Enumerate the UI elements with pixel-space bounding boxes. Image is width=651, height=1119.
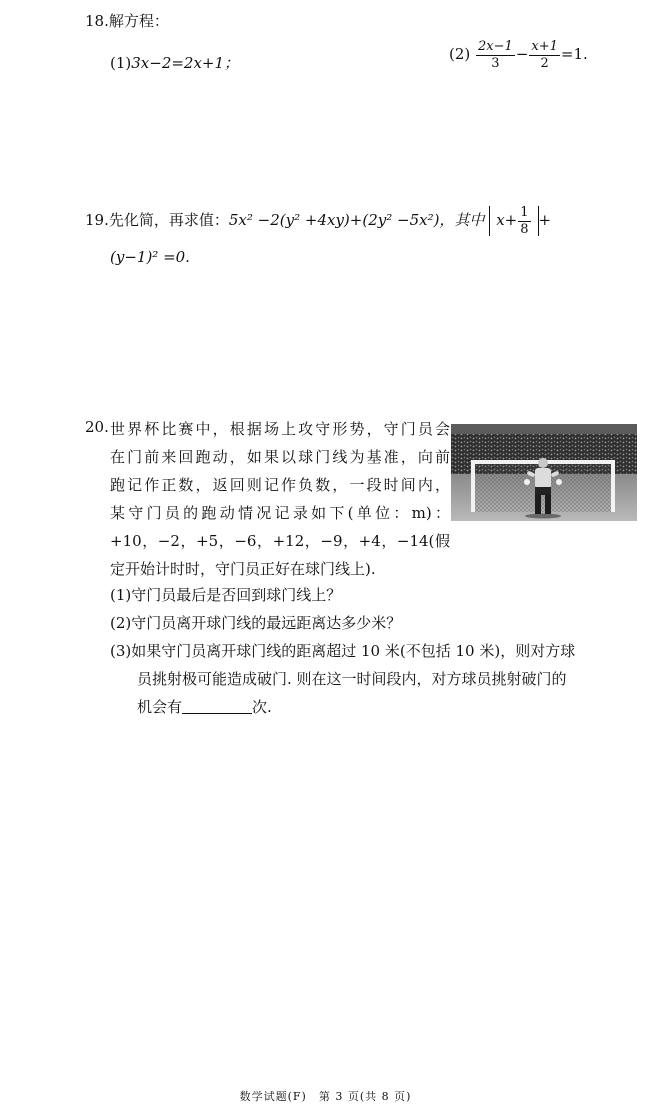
q19-absolute-value [489, 206, 538, 236]
q20-sub-question-2: (2)守门员离开球门线的最远距离达多少米？ [110, 614, 402, 632]
q19-abs-fraction [518, 206, 530, 236]
q20-text-line: 跑记作正数，返回则记作负数，一段时间内， [110, 476, 450, 494]
q20-sub-question-3: (3)如果守门员离开球门线的距离超过 10 米(不包括 10 米)，则对方球 [110, 642, 576, 660]
q20-sub-question-1: (1)守门员最后是否回到球门线上？ [110, 586, 342, 604]
q19-line-1 [85, 206, 551, 236]
q19-abs-fraction-numerator: 1 [520, 205, 529, 220]
q20-text-line: +10，−2，+5，−6，+12，−9，+4，−14(假 [110, 532, 450, 550]
q18-title: 解方程： [108, 12, 169, 30]
q20-sub-question-3-answer-line [137, 696, 272, 717]
q18-fraction-1 [476, 40, 515, 70]
q18-fraction-1-denominator: 3 [491, 55, 500, 71]
q19-line-2: (y−1)² =0. [110, 248, 190, 266]
q18-fraction-2-denominator: 2 [540, 55, 549, 71]
q18-part1-equation: 3x−2=2x+1； [131, 54, 240, 72]
q20-text-line: 某守门员的跑动情况记录如下(单位：m)： [110, 504, 450, 522]
q18-part2 [449, 40, 588, 70]
q19-expression: 5x² −2(y² +4xy)+(2y² −5x²)，其中 [228, 211, 485, 230]
page-footer: 数学试题(F) 第 3 页(共 8 页) [239, 1090, 412, 1103]
q18-number: 18. [85, 12, 109, 30]
q20-number: 20. [85, 418, 109, 436]
answer-blank [182, 699, 252, 714]
q20-text-line: 世界杯比赛中，根据场上攻守形势，守门员会 [110, 420, 450, 438]
q19-abs-x: x+ [496, 211, 518, 230]
q20-sub-question-3-continued: 员挑射极可能造成破门. 则在这一时间段内，对方球员挑射破门的 [137, 670, 567, 688]
q20-text-line: 定开始计时时，守门员正好在球门线上). [110, 560, 376, 578]
goalkeeper-photo [451, 424, 637, 521]
q18-heading [85, 10, 169, 31]
q18-part1-label: (1) [110, 54, 132, 72]
q20-answer-suffix: 次. [252, 698, 272, 716]
q19-suffix: + [538, 211, 552, 230]
q19-prefix: 先化简，再求值： [108, 211, 229, 230]
q19-number: 19. [85, 211, 109, 230]
q18-minus: − [515, 45, 529, 64]
q18-part2-label: (2) [449, 45, 471, 64]
q19-abs-fraction-denominator: 8 [520, 221, 529, 237]
q20-text-line: 在门前来回跑动，如果以球门线为基准，向前 [110, 448, 450, 466]
q18-fraction-1-numerator: 2x−1 [478, 39, 513, 54]
q18-part1 [110, 52, 239, 73]
q18-rhs: =1. [560, 45, 588, 64]
q20-answer-prefix: 机会有 [137, 698, 183, 716]
q18-fraction-2 [529, 40, 560, 70]
q18-fraction-2-numerator: x+1 [531, 39, 558, 54]
